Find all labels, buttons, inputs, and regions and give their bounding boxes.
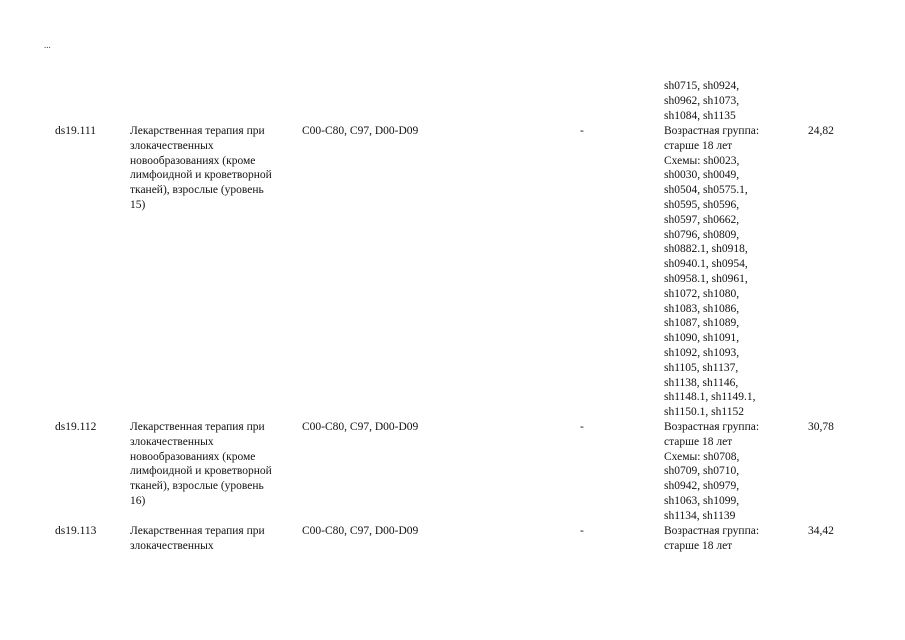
row-criteria: Возрастная группа: старше 18 лет [664, 525, 760, 552]
row-coefficient: 24,82 [808, 125, 834, 137]
row-dash: - [580, 421, 584, 433]
row-code: ds19.113 [55, 525, 97, 537]
criteria-continuation: sh0715, sh0924, sh0962, sh1073, sh1084, sh1135 [664, 80, 740, 122]
row-name: Лекарственная терапия при злокачественных новообразованиях (кроме лимфоидной и кроветворной тканей), взрослые (уровень 15) [130, 125, 272, 211]
row-icd: C00-C80, C97, D00-D09 [302, 525, 419, 537]
row-name: Лекарственная терапия при злокачественных [130, 525, 265, 552]
row-coefficient: 30,78 [808, 421, 834, 433]
row-name: Лекарственная терапия при злокачественных новообразованиях (кроме лимфоидной и кроветворной тканей), взрослые (уровень 16) [130, 421, 272, 507]
row-icd: C00-C80, C97, D00-D09 [302, 421, 419, 433]
row-criteria: Возрастная группа: старше 18 лет Схемы: sh0708, sh0709, sh0710, sh0942, sh0979, sh1063, sh1099, sh1134, sh1139 [664, 421, 760, 522]
row-code: ds19.112 [55, 421, 97, 433]
row-coefficient: 34,42 [808, 525, 834, 537]
row-icd: C00-C80, C97, D00-D09 [302, 125, 419, 137]
row-criteria: Возрастная группа: старше 18 лет Схемы: sh0023, sh0030, sh0049, sh0504, sh0575.1, sh0595, sh0596, sh0597, sh0662, sh0796, sh0809, sh0882.1, sh0918, sh0940.1, sh0954, sh0958.1, sh0961, sh1072, sh1080, sh1083, sh1086, sh1087, sh1089, sh1090, sh1091, sh1092, sh1093, sh1105, sh1137, sh1138, sh1146, sh1148.1, sh1149.1, sh1150.1, sh1152 [664, 125, 760, 419]
row-code: ds19.111 [55, 125, 96, 137]
row-dash: - [580, 125, 584, 137]
page-mark: ... [44, 40, 51, 50]
row-dash: - [580, 525, 584, 537]
